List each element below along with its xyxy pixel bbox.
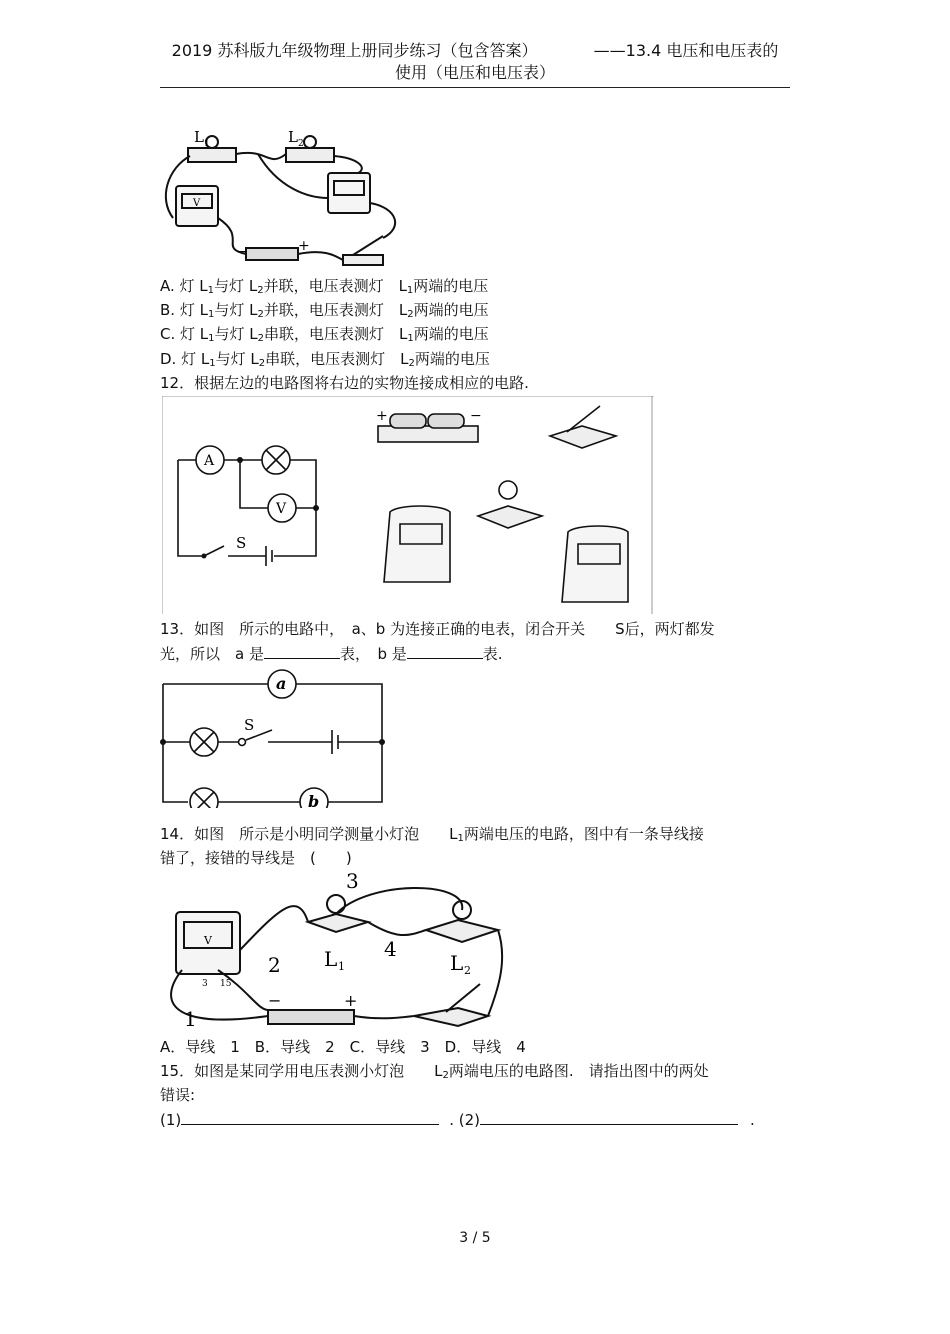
fig13-s-label: S xyxy=(244,716,255,734)
fig12-s-label: S xyxy=(236,534,247,552)
q13-blank-a[interactable] xyxy=(264,644,340,659)
q14-options: A．导线 1 B．导线 2 C．导线 3 D．导线 4 xyxy=(160,1038,526,1056)
header-title: 2019 苏科版九年级物理上册同步练习（包含答案） xyxy=(171,41,538,60)
fig12-a-label: A xyxy=(204,453,215,469)
q15-answers: (1) . (2) . xyxy=(160,1111,755,1129)
q11-option-c: C. 灯 $L_1$与灯 $L_2$串联，电压表测灯 $L_1$两端的电压 xyxy=(160,325,489,344)
fig11-v-label: V xyxy=(193,198,201,209)
page-number: 3 / 5 xyxy=(459,1230,491,1246)
fig14-wire-2: 2 xyxy=(268,953,281,977)
fig14-terminal-15: 15 xyxy=(220,979,232,989)
fig11-l2-label: L xyxy=(288,128,298,146)
fig14-l1-sub: 1 xyxy=(338,960,345,973)
header-line-1 xyxy=(0,40,950,62)
fig14-minus: − xyxy=(268,991,282,1010)
fig11-minus: − xyxy=(236,244,248,260)
q14-line-1: 14．如图 所示是小明同学测量小灯泡 $L_1$两端电压的电路，图中有一条导线接 xyxy=(160,825,704,844)
fig12-plus: + xyxy=(376,408,388,424)
fig14-terminal-3: 3 xyxy=(202,979,208,989)
fig11-plus: + xyxy=(298,238,310,254)
fig14-v-label: V xyxy=(204,934,212,947)
q15-blank-2[interactable] xyxy=(480,1110,738,1125)
fig14-wire-3: 3 xyxy=(346,870,359,893)
q13-blank-b[interactable] xyxy=(407,644,483,659)
fig14-wire-4: 4 xyxy=(384,937,397,961)
header-section: ——13.4 电压和电压表的 xyxy=(593,41,779,60)
fig11-l2-sub: 2 xyxy=(298,139,304,149)
fig14-l1-label: L xyxy=(324,947,338,971)
q11-option-b: B. 灯 $L_1$与灯 $L_2$并联，电压表测灯 $L_2$两端的电压 xyxy=(160,301,489,320)
fig12-v-label: V xyxy=(276,501,287,517)
fig13-a-label: a xyxy=(276,674,287,693)
figure-14-circuit xyxy=(158,870,504,1030)
fig11-l1-label: L xyxy=(194,128,204,146)
q15-blank-1[interactable] xyxy=(181,1110,439,1125)
header-line-2: 使用（电压和电压表） xyxy=(394,63,555,82)
fig14-l2-sub: 2 xyxy=(464,964,471,977)
fig11-l1-sub: 1 xyxy=(204,139,210,149)
q11-option-a: A. 灯 $L_1$与灯 $L_2$并联，电压表测灯 $L_1$两端的电压 xyxy=(160,277,489,296)
figure-12-circuit xyxy=(162,396,654,614)
q13-line-2: 光，所以 a 是 表， b 是 表. xyxy=(160,645,503,663)
header-rule xyxy=(160,87,790,88)
fig14-l2-label: L xyxy=(450,951,464,975)
fig14-wire-1: 1 xyxy=(184,1007,197,1030)
q15-line-2: 错误: xyxy=(160,1086,196,1104)
q13-line-1: 13．如图 所示的电路中， a、b 为连接正确的电表，闭合开关 S后，两灯都发 xyxy=(160,620,715,638)
q14-line-2: 错了，接错的导线是 ( ) xyxy=(160,849,352,867)
q11-option-d: D. 灯 $L_1$与灯 $L_2$串联，电压表测灯 $L_2$两端的电压 xyxy=(160,350,490,369)
q15-line-1: 15．如图是某同学用电压表测小灯泡 $L_2$两端电压的电路图. 请指出图中的两处 xyxy=(160,1062,709,1081)
fig12-minus: − xyxy=(470,408,482,424)
fig14-plus: + xyxy=(344,991,358,1010)
figure-13-circuit xyxy=(158,668,390,808)
fig13-b-label: b xyxy=(308,792,320,808)
figure-11-circuit xyxy=(158,128,408,276)
q12-text: 12．根据左边的电路图将右边的实物连接成相应的电路. xyxy=(160,374,529,392)
